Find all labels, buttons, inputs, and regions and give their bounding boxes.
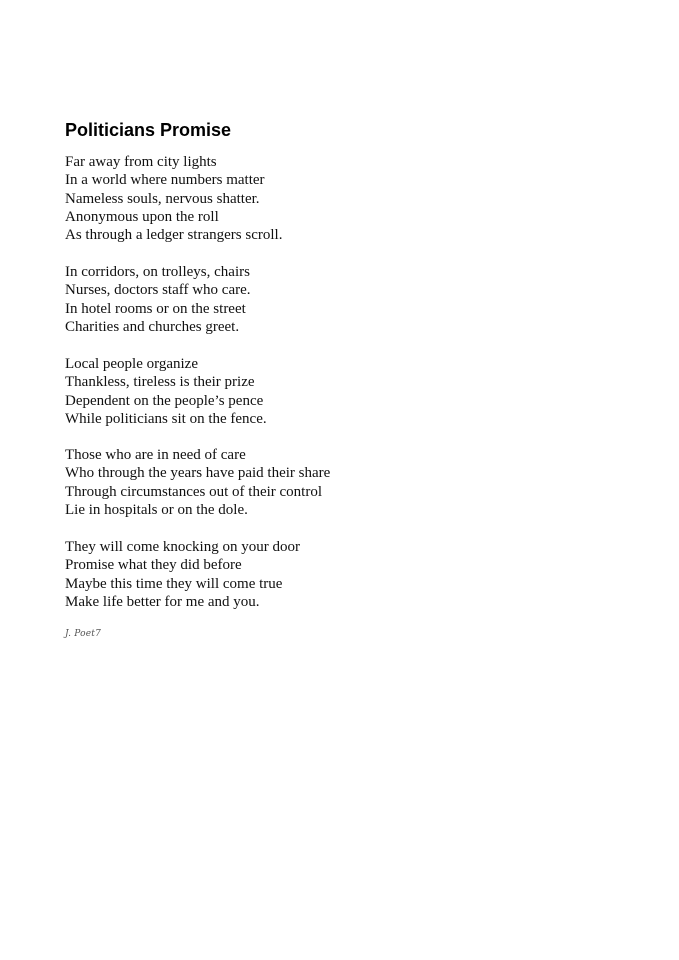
stanza-5 — [65, 538, 300, 611]
poem-line: Those who are in need of care — [65, 447, 246, 463]
poem-line: They will come knocking on your door — [65, 539, 300, 555]
stanza-2 — [65, 263, 251, 336]
poem-line: Through circumstances out of their control — [65, 483, 323, 500]
poem-line: Local people organize — [65, 356, 198, 372]
poem-line: Anonymous upon the roll — [65, 208, 219, 225]
poem-line: Thankless, tireless is their prize — [65, 374, 255, 391]
author-signature: J. Poet7 — [65, 629, 102, 639]
stanza-3 — [65, 355, 267, 428]
poem-line: Maybe this time they will come true — [65, 575, 283, 592]
poem-line: In a world where numbers matter — [65, 172, 265, 189]
stanza-4 — [65, 446, 330, 519]
poem-line: Nameless souls, nervous shatter. — [65, 190, 260, 207]
poem-line: Charities and churches greet. — [65, 318, 240, 335]
poem-line: Promise what they did before — [65, 557, 242, 574]
stanza-1 — [65, 153, 282, 244]
poem-line: Lie in hospitals or on the dole. — [65, 501, 248, 518]
poem-line: Who through the years have paid their share — [65, 465, 331, 482]
poem-line: In hotel rooms or on the street — [65, 300, 246, 317]
poem-line: Far away from city lights — [65, 154, 217, 170]
poem-line: Dependent on the people’s pence — [65, 392, 264, 409]
poem-title: Politicians Promise — [65, 120, 232, 140]
poem-line: As through a ledger strangers scroll. — [65, 227, 283, 244]
poem-line: Make life better for me and you. — [65, 593, 260, 610]
poem-line: While politicians sit on the fence. — [65, 410, 267, 427]
poem-line: In corridors, on trolleys, chairs — [65, 264, 250, 280]
poem-line: Nurses, doctors staff who care. — [65, 282, 251, 299]
